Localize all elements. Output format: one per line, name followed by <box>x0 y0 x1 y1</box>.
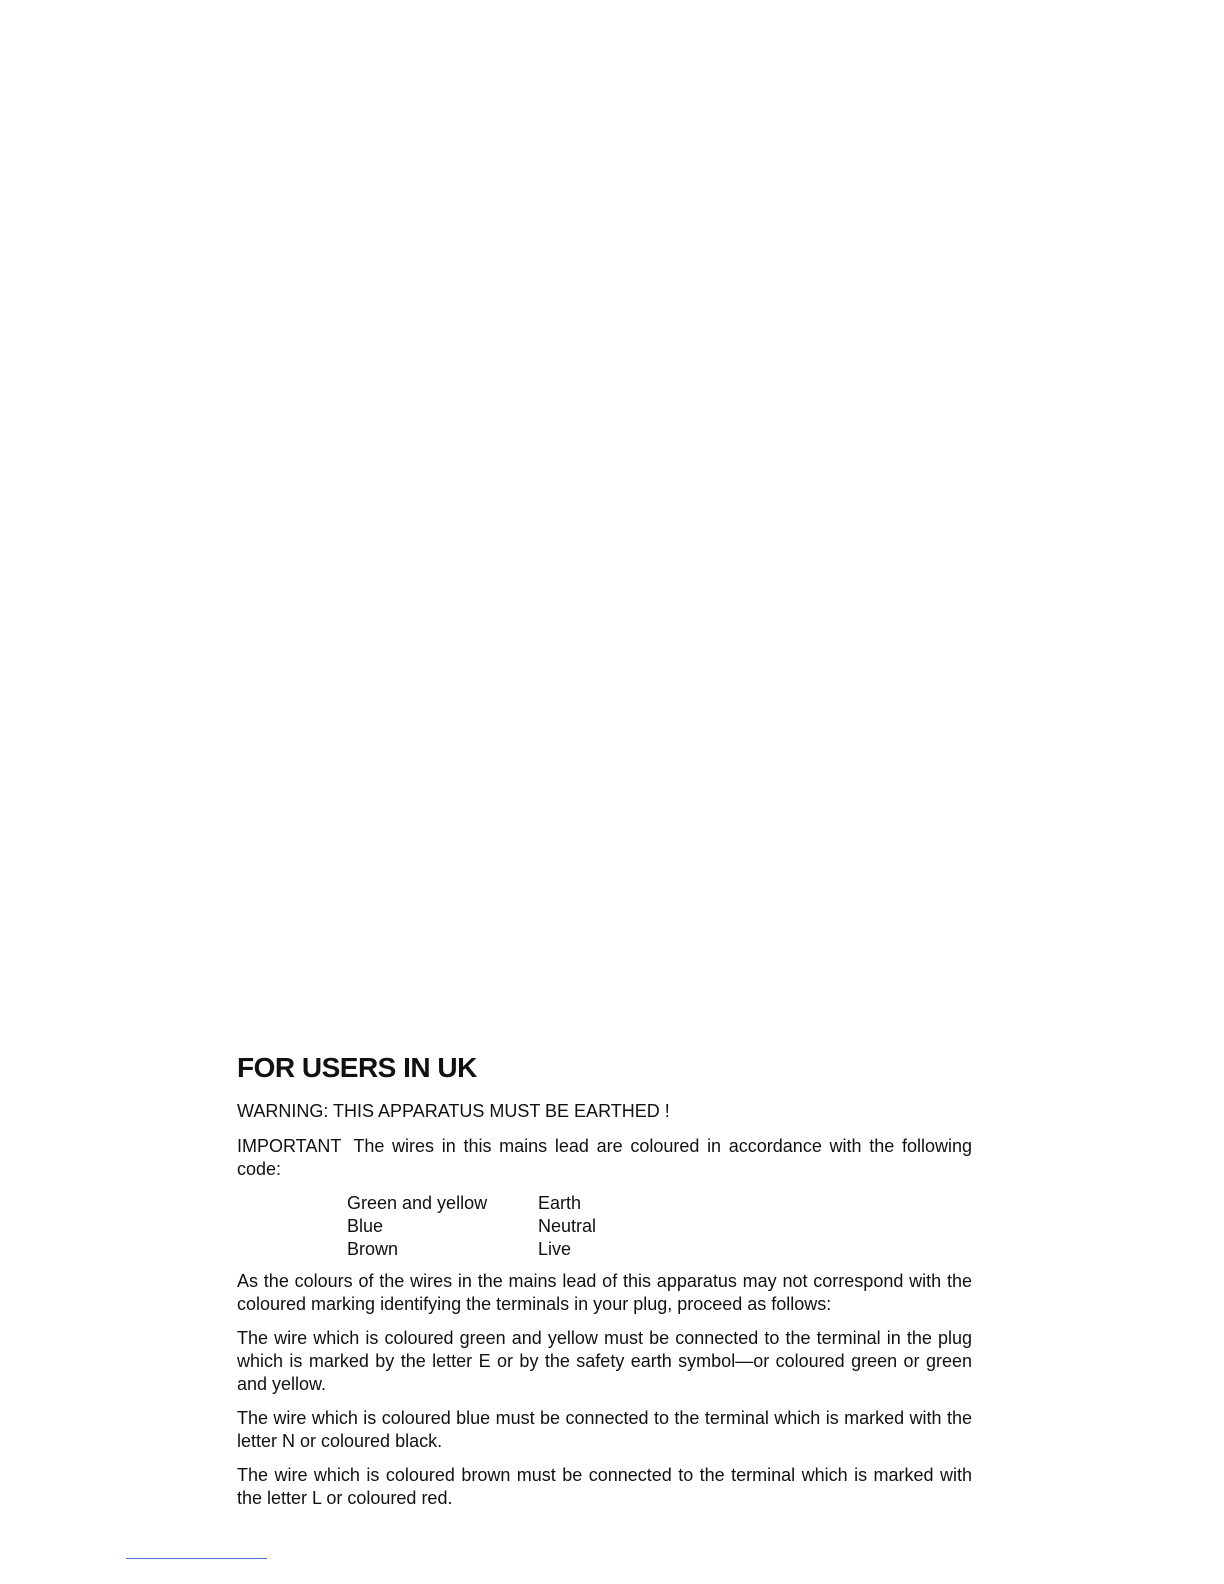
wire-colour: Brown <box>347 1239 399 1259</box>
wire-colour: Green and yellow <box>347 1193 488 1213</box>
live-wire-paragraph: The wire which is coloured brown must be connected to the terminal which is marked with the letter L or coloured red. <box>237 1465 972 1508</box>
wire-function: Live <box>538 1239 572 1259</box>
intro-paragraph: As the colours of the wires in the mains lead of this apparatus may not correspond with the coloured marking identifying the terminals in your plug, proceed as follows: <box>237 1271 972 1314</box>
important-text: The wires in this mains lead are coloured in accordance with the following code: <box>237 1136 972 1179</box>
wire-code-table <box>347 1192 596 1261</box>
wire-code-row <box>347 1192 596 1215</box>
page-title: FOR USERS IN UK <box>237 1052 477 1083</box>
footer-divider <box>126 1558 267 1559</box>
uk-wiring-notice <box>237 1052 972 1521</box>
wire-code-row <box>347 1215 596 1238</box>
wire-function: Earth <box>538 1193 582 1213</box>
earthing-warning: WARNING: THIS APPARATUS MUST BE EARTHED ! <box>237 1101 670 1121</box>
important-label: IMPORTANT <box>237 1136 342 1156</box>
important-paragraph <box>237 1135 972 1181</box>
neutral-wire-paragraph: The wire which is coloured blue must be connected to the terminal which is marked with the letter N or coloured black. <box>237 1408 972 1451</box>
wire-code-row <box>347 1238 596 1261</box>
earth-wire-paragraph: The wire which is coloured green and yellow must be connected to the terminal in the plug which is marked by the letter E or by the safety earth symbol—or coloured green or green and yellow. <box>237 1328 972 1394</box>
wire-function: Neutral <box>538 1216 597 1236</box>
wire-colour: Blue <box>347 1216 384 1236</box>
